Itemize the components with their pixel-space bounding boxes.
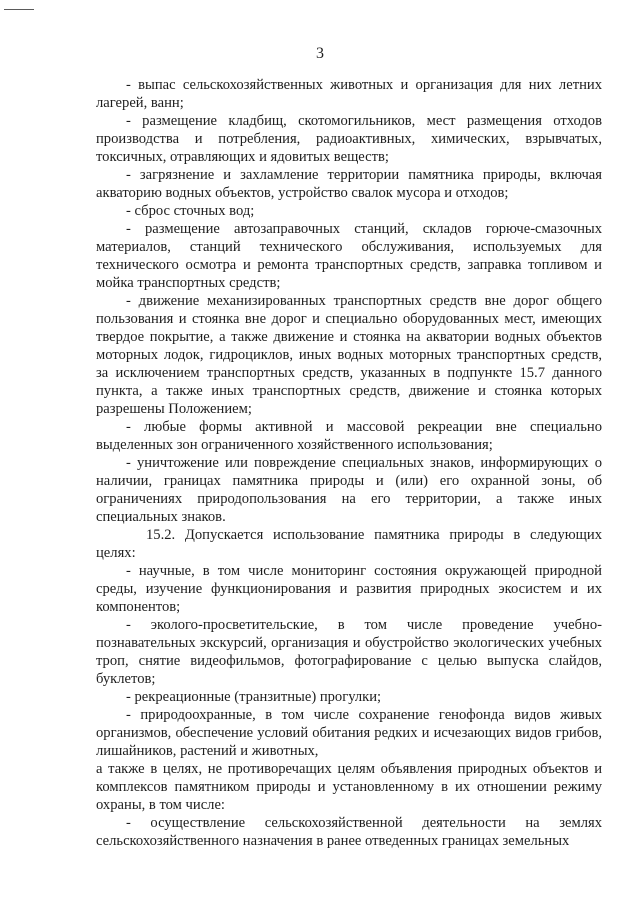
paragraph-gas-stations: - размещение автозаправочных станций, складов горюче-смазочных материалов, станций технического обслуживания, используемых для технического осмотра и ремонта транспортных средств, заправка топливом и мойка транспортных средств;	[96, 221, 602, 291]
paragraph-wastewater: - сброс сточных вод;	[126, 203, 255, 219]
paragraph-cemeteries-waste: - размещение кладбищ, скотомогильников, мест размещения отходов производства и потребления, радиоактивных, химических, взрывчатых, токсичных, отравляющих и ядовитых веществ;	[96, 113, 602, 165]
paragraph-recreation: - любые формы активной и массовой рекреации вне специально выделенных зон ограниченного хозяйственного использования;	[96, 419, 602, 453]
paragraph-pollution: - загрязнение и захламление территории памятника природы, включая акваторию водных объектов, устройство свалок мусора и отходов;	[96, 167, 602, 201]
paragraph-vehicle-traffic: - движение механизированных транспортных средств вне дорог общего пользования и стоянка вне дорог и специально оборудованных мест, имеющих твердое покрытие, а также движение и стоянка на акватории водных объектов моторных лодок, гидроциклов, иных водных моторных транспортных средств, за исключением транспортных средств, указанных в подпункте 15.7 данного пункта, а также иных транспортных средств, движение и стоянка которых разрешены Положением;	[96, 293, 602, 417]
scan-corner-mark	[4, 9, 34, 10]
paragraph-walks: - рекреационные (транзитные) прогулки;	[126, 689, 382, 705]
paragraph-grazing: - выпас сельскохозяйственных животных и организация для них летних лагерей, ванн;	[96, 77, 602, 111]
paragraph-sign-damage: - уничтожение или повреждение специальных знаков, информирующих о наличии, границах памятника природы и (или) его охранной зоны, об ограничениях природопользования на его территории, а также иных специальных знаков.	[96, 455, 602, 525]
paragraph-agriculture: - осуществление сельскохозяйственной деятельности на землях сельскохозяйственного назначения в ранее отведенных границах земельных	[96, 815, 602, 849]
page-number: 3	[316, 45, 324, 62]
document-body	[96, 76, 602, 850]
paragraph-other-purposes: а также в целях, не противоречащих целям объявления природных объектов и комплексов памятником природы и установленному в их отношении режиму охраны, в том числе:	[96, 761, 602, 813]
section-heading-15-2: 15.2. Допускается использование памятника природы в следующих целях:	[96, 527, 602, 561]
paragraph-conservation: - природоохранные, в том числе сохранение генофонда видов живых организмов, обеспечение условий обитания редких и исчезающих видов грибов, лишайников, растений и животных,	[96, 707, 602, 759]
paragraph-scientific: - научные, в том числе мониторинг состояния окружающей природной среды, изучение функционирования и развития природных экосистем и их компонентов;	[96, 563, 602, 615]
paragraph-educational: - эколого-просветительские, в том числе проведение учебно-познавательных экскурсий, организация и обустройство экологических учебных троп, снятие видеофильмов, фотографирование с целью выпуска слайдов, буклетов;	[96, 617, 602, 687]
